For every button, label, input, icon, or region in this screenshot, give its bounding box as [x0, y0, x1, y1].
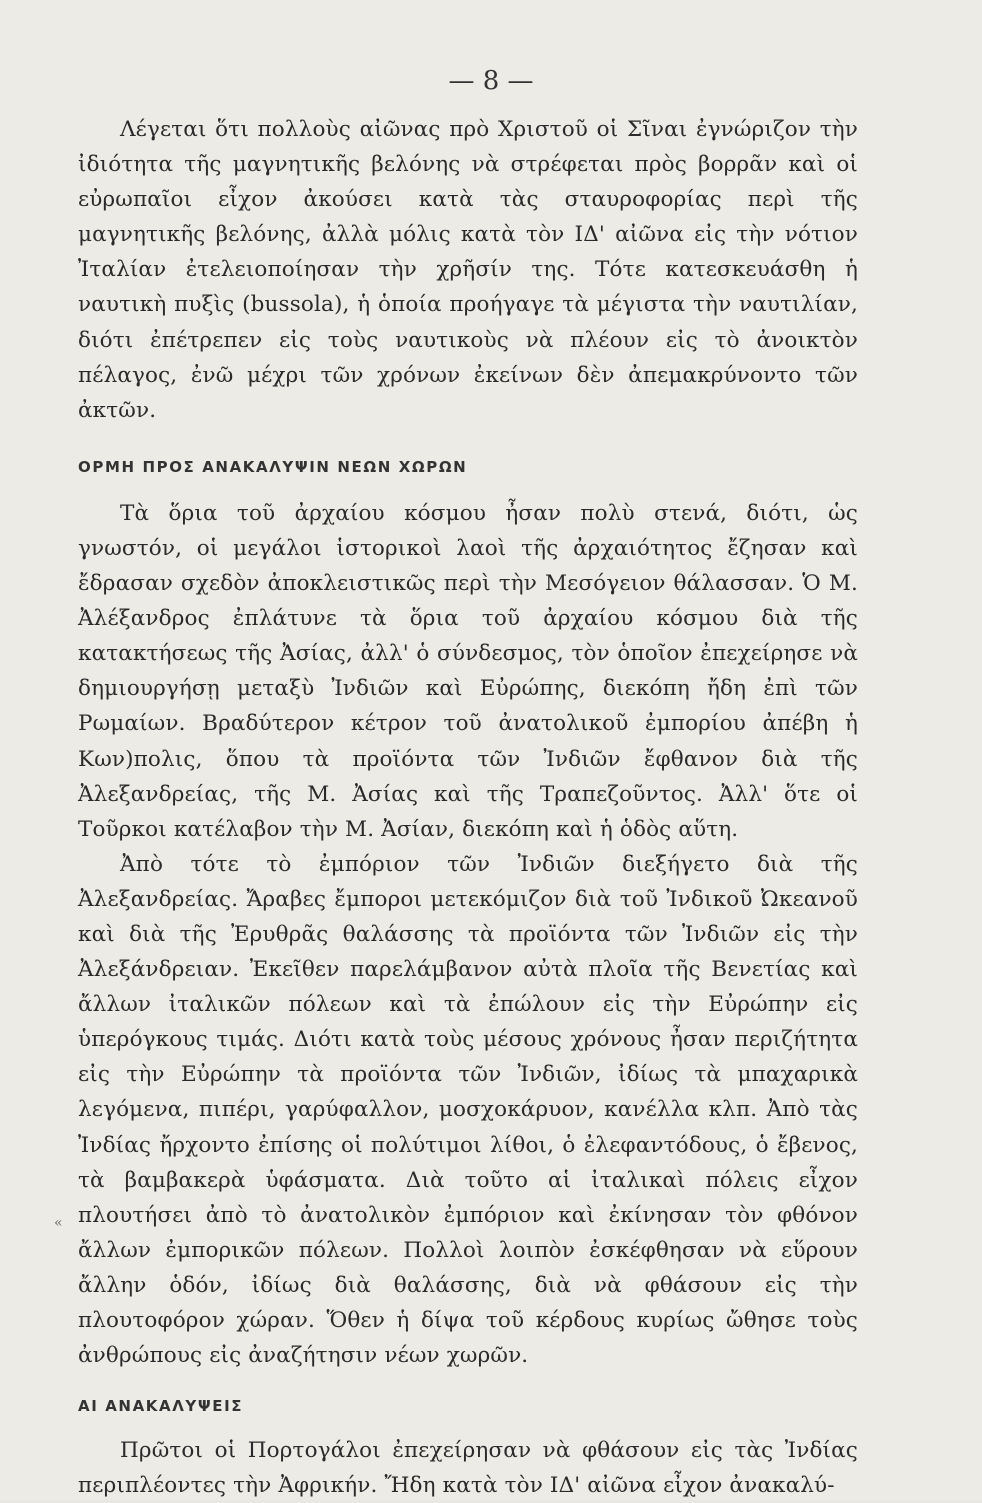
margin-mark: « [54, 1215, 63, 1231]
page-number: — 8 — [448, 66, 534, 96]
paragraph-portuguese: Πρῶτοι οἱ Πορτογάλοι ἐπεχείρησαν νὰ φθάσουν εἰς τὰς Ἰνδίας περιπλέοντες τὴν Ἀφρικήν. Ἤδη κατὰ τὸν ΙΔ' αἰῶνα εἶχον ἀνακαλύ- [78, 1438, 858, 1499]
paragraph-trade-routes: Ἀπὸ τότε τὸ ἐμπόριον τῶν Ἰνδιῶν διεξήγετο διὰ τῆς Ἀλεξανδρείας. Ἄραβες ἔμποροι μετεκόμιζον διὰ τοῦ Ἰνδικοῦ Ὠκεανοῦ καὶ διὰ τῆς Ἐρυθρᾶς θαλάσσης τὰ προϊόντα τῶν Ἰνδιῶν εἰς τὴν Ἀλεξάνδρειαν. Ἐκεῖθεν παρελάμβανον αὐτὰ πλοῖα τῆς Βενετίας καὶ ἄλλων ἰταλικῶν πόλεων καὶ τὰ ἐπώλουν εἰς τὴν Εὐρώπην εἰς ὑπερόγκους τιμάς. Διότι κατὰ τοὺς μέσους χρόνους ἦσαν περιζήτητα εἰς τὴν Εὐρώπην τὰ προϊόντα τῶν Ἰνδιῶν, ἰδίως τὰ μπαχαρικὰ λεγόμενα, πιπέρι, γαρύφαλλον, μοσχοκάρυον, κανέλλα κλπ. Ἀπὸ τὰς Ἰνδίας ἤρχοντο ἐπίσης οἱ πολύτιμοι λίθοι, ὁ ἐλεφαντόδους, ὁ ἔβενος, τὰ βαμβακερὰ ὑφάσματα. Διὰ τοῦτο αἱ ἰταλικαὶ πόλεις εἶχον πλουτήσει ἀπὸ τὸ ἀνατολικὸν ἐμπόριον καὶ ἐκίνησαν τὸν φθόνον ἄλλων ἐμπορικῶν πόλεων. Πολλοὶ λοιπὸν ἐσκέφθησαν νὰ εὕρουν ἄλλην ὁδόν, ἰδίως διὰ θαλάσσης, διὰ νὰ φθάσουν εἰς τὴν πλουτοφόρον χώραν. Ὅθεν ἡ δίψα τοῦ κέρδους κυρίως ὤθησε τοὺς ἀνθρώπους εἰς ἀναζήτησιν νέων χωρῶν. [78, 851, 858, 1369]
paragraph-ancient-world: Τὰ ὅρια τοῦ ἀρχαίου κόσμου ἦσαν πολὺ στενά, διότι, ὡς γνωστόν, οἱ μεγάλοι ἱστορικοὶ λαοὶ τῆς ἀρχαιότητος ἔζησαν καὶ ἔδρασαν σχεδὸν ἀποκλειστικῶς περὶ τὴν Μεσόγειον θάλασσαν. Ὁ Μ. Ἀλέξανδρος ἐπλάτυνε τὰ ὅρια τοῦ ἀρχαίου κόσμου διὰ τῆς κατακτήσεως τῆς Ἀσίας, ἀλλ' ὁ σύνδεσμος, τὸν ὁποῖον ἐπεχείρησε νὰ δημιουργήσῃ μεταξὺ Ἰνδιῶν καὶ Εὐρώπης, διεκόπη ἤδη ἐπὶ τῶν Ρωμαίων. Βραδύτερον κέτρον τοῦ ἀνατολικοῦ ἐμπορίου ἀπέβη ἡ Κων)πολις, ὅπου τὰ προϊόντα τῶν Ἰνδιῶν ἔφθανον διὰ τῆς Ἀλεξανδρείας, τῆς Μ. Ἀσίας καὶ τῆς Τραπεζοῦντος. Ἀλλ' ὅτε οἱ Τοῦρκοι κατέλαβον τὴν Μ. Ἀσίαν, διεκόπη καὶ ἡ ὁδὸς αὕτη. [78, 500, 858, 842]
paragraph-compass: Λέγεται ὅτι πολλοὺς αἰῶνας πρὸ Χριστοῦ οἱ Σῖναι ἐγνώριζον τὴν ἰδιότητα τῆς μαγνητικῆς βελόνης νὰ στρέφεται πρὸς βορρᾶν καὶ οἱ εὐρωπαῖοι εἶχον ἀκούσει κατὰ τὰς σταυροφορίας περὶ τῆς μαγνητικῆς βελόνης, ἀλλὰ μόλις κατὰ τὸν ΙΔ' αἰῶνα εἰς τὴν νότιον Ἰταλίαν ἐτελειοποίησαν τὴν χρῆσίν της. Τότε κατεσκευάσθη ἡ ναυτικὴ πυξὶς (bussola), ἡ ὁποία προήγαγε τὰ μέγιστα τὴν ναυτιλίαν, διότι ἐπέτρεπεν εἰς τοὺς ναυτικοὺς νὰ πλέουν εἰς τὸ ἀνοικτὸν πέλαγος, ἐνῶ μέχρι τῶν χρόνων ἐκείνων δὲν ἀπεμακρύνοντο τῶν ἀκτῶν. [78, 117, 858, 423]
section-heading-discovery-drive: ΟΡΜΗ ΠΡΟΣ ΑΝΑΚΑΛΥΨΙΝ ΝΕΩΝ ΧΩΡΩΝ [78, 457, 468, 476]
page-body [78, 112, 858, 1503]
section-heading-discoveries: ΑΙ ΑΝΑΚΑΛΥΨΕΙΣ [78, 1397, 244, 1416]
